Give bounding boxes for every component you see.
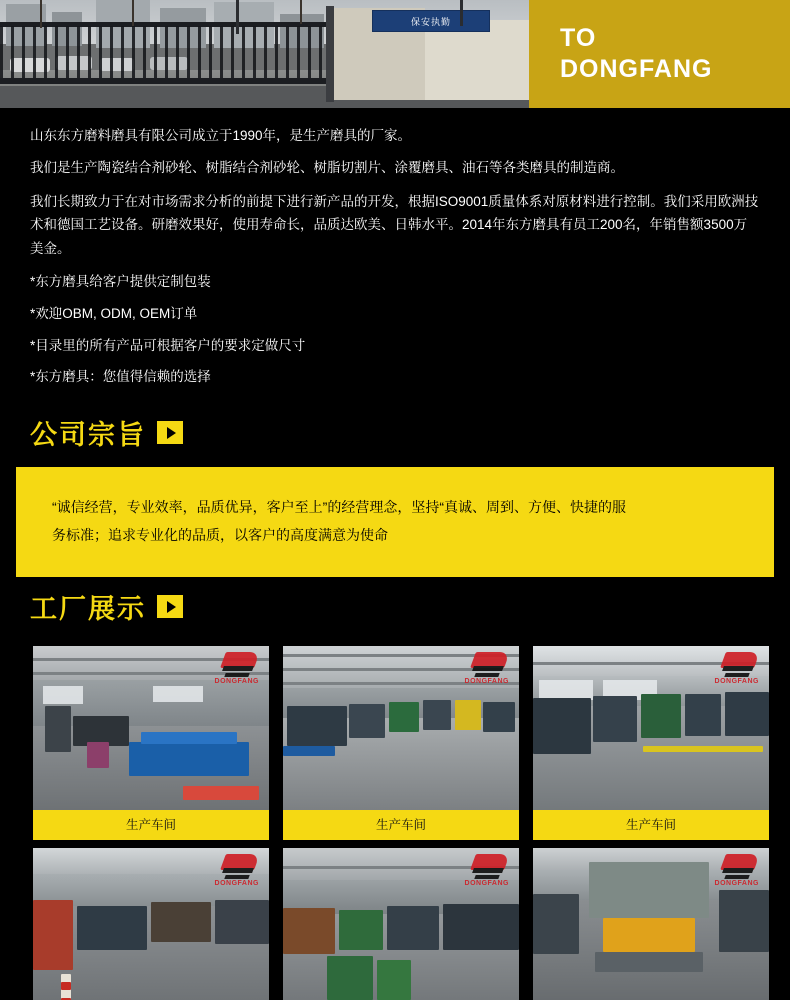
gate-sign: 保安执勤 bbox=[372, 10, 490, 32]
tree bbox=[132, 0, 134, 26]
quote-line-1: “诚信经营，专业效率，品质优异，客户至上”的经营理念，坚持“真诚、周到、方便、快捷的服 bbox=[52, 499, 626, 516]
intro-bullet: *东方磨具给客户提供定制包装 bbox=[30, 273, 211, 289]
factory-photo-grid-row1 bbox=[0, 638, 790, 840]
logo-text: DONGFANG bbox=[714, 880, 759, 888]
machine bbox=[483, 702, 515, 732]
press-body-yellow bbox=[603, 918, 695, 952]
factory-photo-cell bbox=[533, 848, 769, 1000]
factory-photo bbox=[533, 646, 769, 810]
fence-rail-bottom bbox=[0, 78, 330, 84]
play-icon bbox=[157, 421, 183, 444]
machine-top bbox=[141, 732, 237, 744]
logo-bar bbox=[222, 666, 254, 671]
machine bbox=[423, 700, 451, 730]
factory-photo-cell bbox=[33, 848, 269, 1000]
factory-photo-caption: 生产车间 bbox=[533, 810, 769, 840]
machine bbox=[533, 698, 591, 754]
pallet-stack bbox=[151, 902, 211, 942]
factory-photo-cell bbox=[283, 646, 519, 840]
light-pole bbox=[460, 0, 463, 26]
machine bbox=[77, 906, 147, 950]
intro-paragraph: 山东东方磨料磨具有限公司成立于1990年，是生产磨具的厂家。 bbox=[30, 128, 412, 143]
machine bbox=[593, 696, 637, 742]
bollard-stripe bbox=[61, 982, 71, 990]
factory-photo bbox=[283, 646, 519, 810]
intro-bullet: *东方磨具：您值得信赖的选择 bbox=[30, 369, 211, 385]
stacked-goods bbox=[283, 908, 335, 954]
logo-bar bbox=[722, 666, 754, 671]
factory-photo-cell bbox=[533, 646, 769, 840]
header-title bbox=[529, 0, 790, 108]
factory-photo-cell bbox=[33, 646, 269, 840]
logo-bar bbox=[722, 868, 754, 873]
logo-text: DONGFANG bbox=[464, 880, 509, 888]
press-base bbox=[595, 952, 703, 972]
purpose-quote-box bbox=[16, 467, 774, 577]
logo-text: DONGFANG bbox=[714, 678, 759, 686]
watermark-logo bbox=[453, 650, 513, 692]
logo-bar bbox=[474, 875, 499, 879]
logo-text: DONGFANG bbox=[464, 678, 509, 686]
section-heading-purpose-label: 公司宗旨 bbox=[30, 420, 146, 451]
section-heading-purpose bbox=[0, 403, 790, 464]
intro-bullet: *目录里的所有产品可根据客户的要求定做尺寸 bbox=[30, 337, 306, 353]
window bbox=[43, 686, 83, 704]
machine bbox=[685, 694, 721, 736]
window bbox=[153, 686, 203, 702]
bench bbox=[283, 746, 335, 756]
watermark-logo bbox=[203, 852, 263, 894]
logo-bar bbox=[472, 868, 504, 873]
machine bbox=[443, 904, 519, 950]
intro-bullet: *欢迎OBM, ODM, OEM订单 bbox=[30, 305, 198, 321]
machine bbox=[719, 890, 769, 952]
header-title-line2: DONGFANG bbox=[560, 55, 713, 83]
watermark-logo bbox=[703, 852, 763, 894]
header-photo bbox=[0, 0, 529, 108]
logo-bar bbox=[224, 875, 249, 879]
machine bbox=[533, 894, 579, 954]
factory-photo-caption: 生产车间 bbox=[283, 810, 519, 840]
red-object bbox=[183, 786, 259, 800]
machine bbox=[349, 704, 385, 738]
logo-bar bbox=[724, 875, 749, 879]
machine bbox=[389, 702, 419, 732]
section-heading-factory bbox=[0, 577, 790, 638]
light-pole bbox=[236, 0, 239, 34]
brick-stack bbox=[33, 900, 73, 970]
hydraulic-press bbox=[589, 862, 709, 918]
drum bbox=[339, 910, 383, 950]
machine bbox=[725, 692, 769, 736]
tree bbox=[300, 0, 302, 24]
factory-photo-grid-row2 bbox=[0, 840, 790, 1000]
watermark-logo bbox=[203, 650, 263, 692]
machine bbox=[455, 700, 481, 730]
header bbox=[0, 0, 790, 108]
floor-line bbox=[643, 746, 763, 752]
machine bbox=[387, 906, 439, 950]
gate-post bbox=[326, 6, 334, 102]
factory-photo bbox=[533, 848, 769, 1000]
fence bbox=[0, 26, 330, 84]
logo-bar bbox=[224, 673, 249, 677]
company-intro bbox=[0, 108, 790, 403]
factory-photo bbox=[33, 646, 269, 810]
machine bbox=[287, 706, 347, 746]
quote-line-2: 务标准；追求专业化的品质，以客户的高度满意为使命 bbox=[52, 527, 388, 544]
logo-bar bbox=[472, 666, 504, 671]
machine bbox=[215, 900, 269, 944]
logo-text: DONGFANG bbox=[214, 880, 259, 888]
factory-photo-caption: 生产车间 bbox=[33, 810, 269, 840]
worker bbox=[87, 742, 109, 768]
intro-paragraph: 我们是生产陶瓷结合剂砂轮、树脂结合剂砂轮、树脂切割片、涂覆磨具、油石等各类磨具的制造商。 bbox=[30, 159, 624, 175]
factory-photo bbox=[283, 848, 519, 1000]
section-heading-factory-label: 工厂展示 bbox=[30, 594, 146, 625]
intro-paragraph: 我们长期致力于在对市场需求分析的前提下进行新产品的开发，根据ISO9001质量体系对原材料进行控制。我们采用欧洲技术和德国工艺设备。研磨效果好，使用寿命长，品质达欧美、日韩水平。2014年东方磨具有员工200名，年销售额3500万美金。 bbox=[30, 193, 759, 257]
watermark-logo bbox=[703, 650, 763, 692]
play-icon bbox=[157, 595, 183, 618]
header-title-line1: TO bbox=[560, 23, 597, 52]
logo-bar bbox=[222, 868, 254, 873]
factory-photo bbox=[33, 848, 269, 1000]
machine bbox=[641, 694, 681, 738]
watermark-logo bbox=[453, 852, 513, 894]
drum bbox=[377, 960, 411, 1000]
machine bbox=[129, 742, 249, 776]
logo-text: DONGFANG bbox=[214, 678, 259, 686]
tree bbox=[40, 0, 42, 28]
machine bbox=[45, 706, 71, 752]
window bbox=[539, 680, 593, 700]
logo-bar bbox=[474, 673, 499, 677]
logo-bar bbox=[724, 673, 749, 677]
drum bbox=[327, 956, 373, 1000]
factory-photo-cell bbox=[283, 848, 519, 1000]
